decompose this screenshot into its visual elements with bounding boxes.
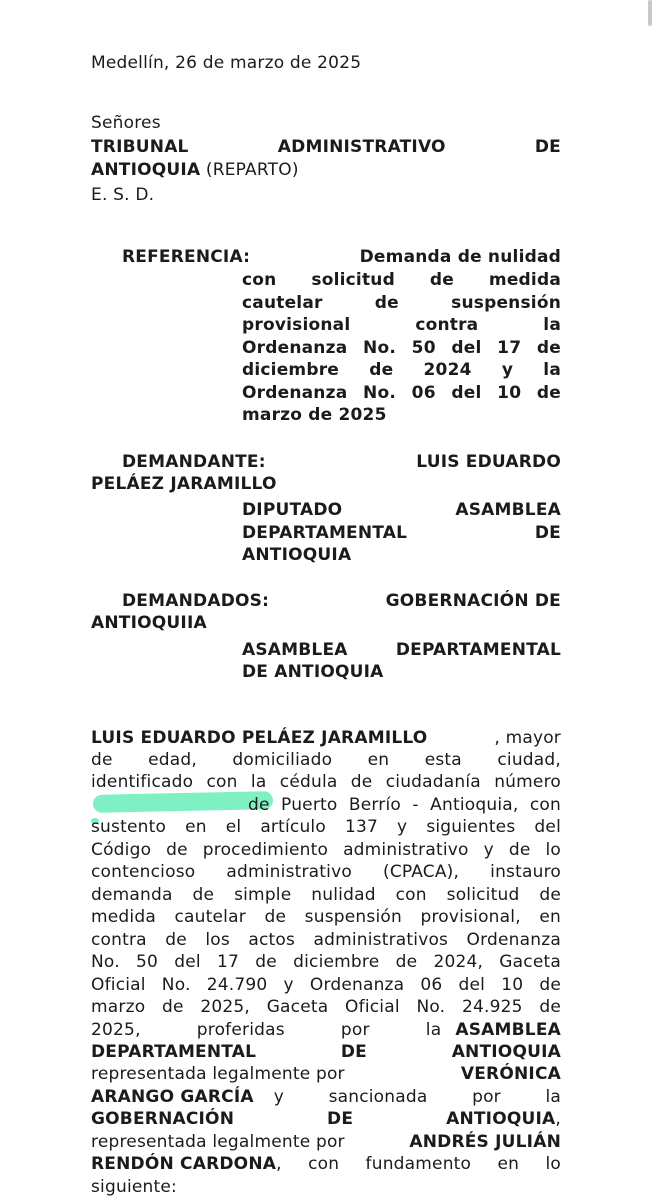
- demandados-label: DEMANDADOS:: [122, 591, 270, 611]
- referencia-line: Ordenanza No. 06 del 10 de: [242, 383, 561, 403]
- plaintiff-name: LUIS EDUARDO PELÁEZ JARAMILLO: [91, 728, 428, 748]
- body-line: identificado con la cédula de ciudadanía número: [91, 772, 561, 792]
- demandado-name: GOBERNACIÓN DE: [385, 591, 561, 611]
- court-reparto: (REPARTO): [200, 160, 299, 180]
- referencia-label: REFERENCIA:: [122, 247, 251, 267]
- representative-name: ARANGO GARCÍA: [91, 1087, 254, 1107]
- representative-name: RENDÓN CARDONA: [91, 1154, 277, 1174]
- body-line: de Puerto Berrío - Antioquia, con: [248, 795, 561, 815]
- demandante-role-line: DIPUTADO ASAMBLEA: [242, 500, 561, 520]
- body-line: marzo de 2025, Gaceta Oficial No. 24.925 de: [91, 997, 561, 1017]
- body-text-group: [91, 1019, 441, 1041]
- body-line: [91, 727, 561, 749]
- body-line: siguiente:: [91, 1177, 177, 1197]
- body-text: , con fundamento en lo: [276, 1154, 561, 1174]
- demandado-second-line: DE ANTIOQUIA: [242, 662, 384, 682]
- representative-name: VERÓNICA: [460, 1064, 561, 1084]
- demandante-role-line: DEPARTAMENTAL DE: [242, 523, 561, 543]
- body-text: , mayor: [494, 728, 561, 748]
- entity-name: ASAMBLEA: [455, 1020, 561, 1040]
- representative-name: ANDRÉS JULIÁN: [409, 1132, 561, 1152]
- demandado-second-line: ASAMBLEA DEPARTAMENTAL: [242, 640, 561, 660]
- redaction-highlight: [93, 791, 273, 813]
- body-line: [91, 1086, 561, 1108]
- demandante-name-cont: PELÁEZ JARAMILLO: [91, 474, 277, 494]
- body-line: medida cautelar de suspensión provisional, en: [91, 907, 561, 927]
- esd-line: E. S. D.: [91, 185, 155, 205]
- body-line: No. 50 del 17 de diciembre de 2024, Gaceta: [91, 952, 561, 972]
- demandado-name-cont: ANTIOQUIIA: [91, 613, 207, 633]
- demandante-role-line: ANTIOQUIA: [242, 545, 352, 565]
- referencia-line: marzo de 2025: [242, 405, 387, 425]
- scroll-indicator[interactable]: [648, 0, 652, 26]
- referencia-line: diciembre de 2024 y la: [242, 360, 561, 380]
- demandante-name: LUIS EDUARDO: [416, 452, 561, 472]
- demandante-row: [122, 451, 561, 473]
- court-word: TRIBUNAL: [91, 137, 189, 157]
- body-text: y sancionada por la: [273, 1087, 561, 1107]
- body-line: [91, 1108, 561, 1130]
- referencia-text-line: Demanda de nulidad: [359, 247, 561, 267]
- date-line: Medellín, 26 de marzo de 2025: [91, 53, 362, 73]
- court-word: ADMINISTRATIVO: [277, 137, 446, 157]
- demandados-row: [122, 590, 561, 612]
- body-line: [91, 1131, 561, 1153]
- body-text: representada legalmente por: [91, 1064, 345, 1084]
- referencia-line: provisional contra la: [242, 315, 561, 335]
- court-line-1: [91, 136, 561, 158]
- body-line: [91, 1063, 561, 1085]
- body-line: demanda de simple nulidad con solicitud de: [91, 885, 561, 905]
- referencia-line: cautelar de suspensión: [242, 293, 561, 313]
- body-text: representada legalmente por: [91, 1132, 345, 1152]
- demandante-label: DEMANDANTE:: [122, 452, 266, 472]
- body-line: Oficial No. 24.790 y Ordenanza 06 del 10 de: [91, 975, 561, 995]
- entity-name: GOBERNACIÓN DE ANTIOQUIA: [91, 1109, 556, 1129]
- court-line-2: [91, 159, 299, 181]
- referencia-line: Ordenanza No. 50 del 17 de: [242, 338, 561, 358]
- body-line: de edad, domiciliado en esta ciudad,: [91, 750, 561, 770]
- body-line: contencioso administrativo (CPACA), instauro: [91, 862, 561, 882]
- body-line: contra de los actos administrativos Ordenanza: [91, 930, 561, 950]
- body-line: [91, 1019, 561, 1041]
- salutation: Señores: [91, 113, 161, 133]
- body-line: DEPARTAMENTAL DE ANTIOQUIA: [91, 1042, 561, 1062]
- court-word: DE: [534, 137, 561, 157]
- court-name: ANTIOQUIA: [91, 160, 201, 180]
- referencia-row: [122, 246, 561, 268]
- body-text: 2025, proferidas por la: [91, 1020, 442, 1040]
- referencia-line: con solicitud de medida: [242, 270, 561, 290]
- body-line: Código de procedimiento administrativo y de lo: [91, 840, 561, 860]
- body-text: ,: [555, 1109, 561, 1129]
- body-line: sustento en el artículo 137 y siguientes del: [91, 817, 561, 837]
- body-line: [91, 1153, 561, 1175]
